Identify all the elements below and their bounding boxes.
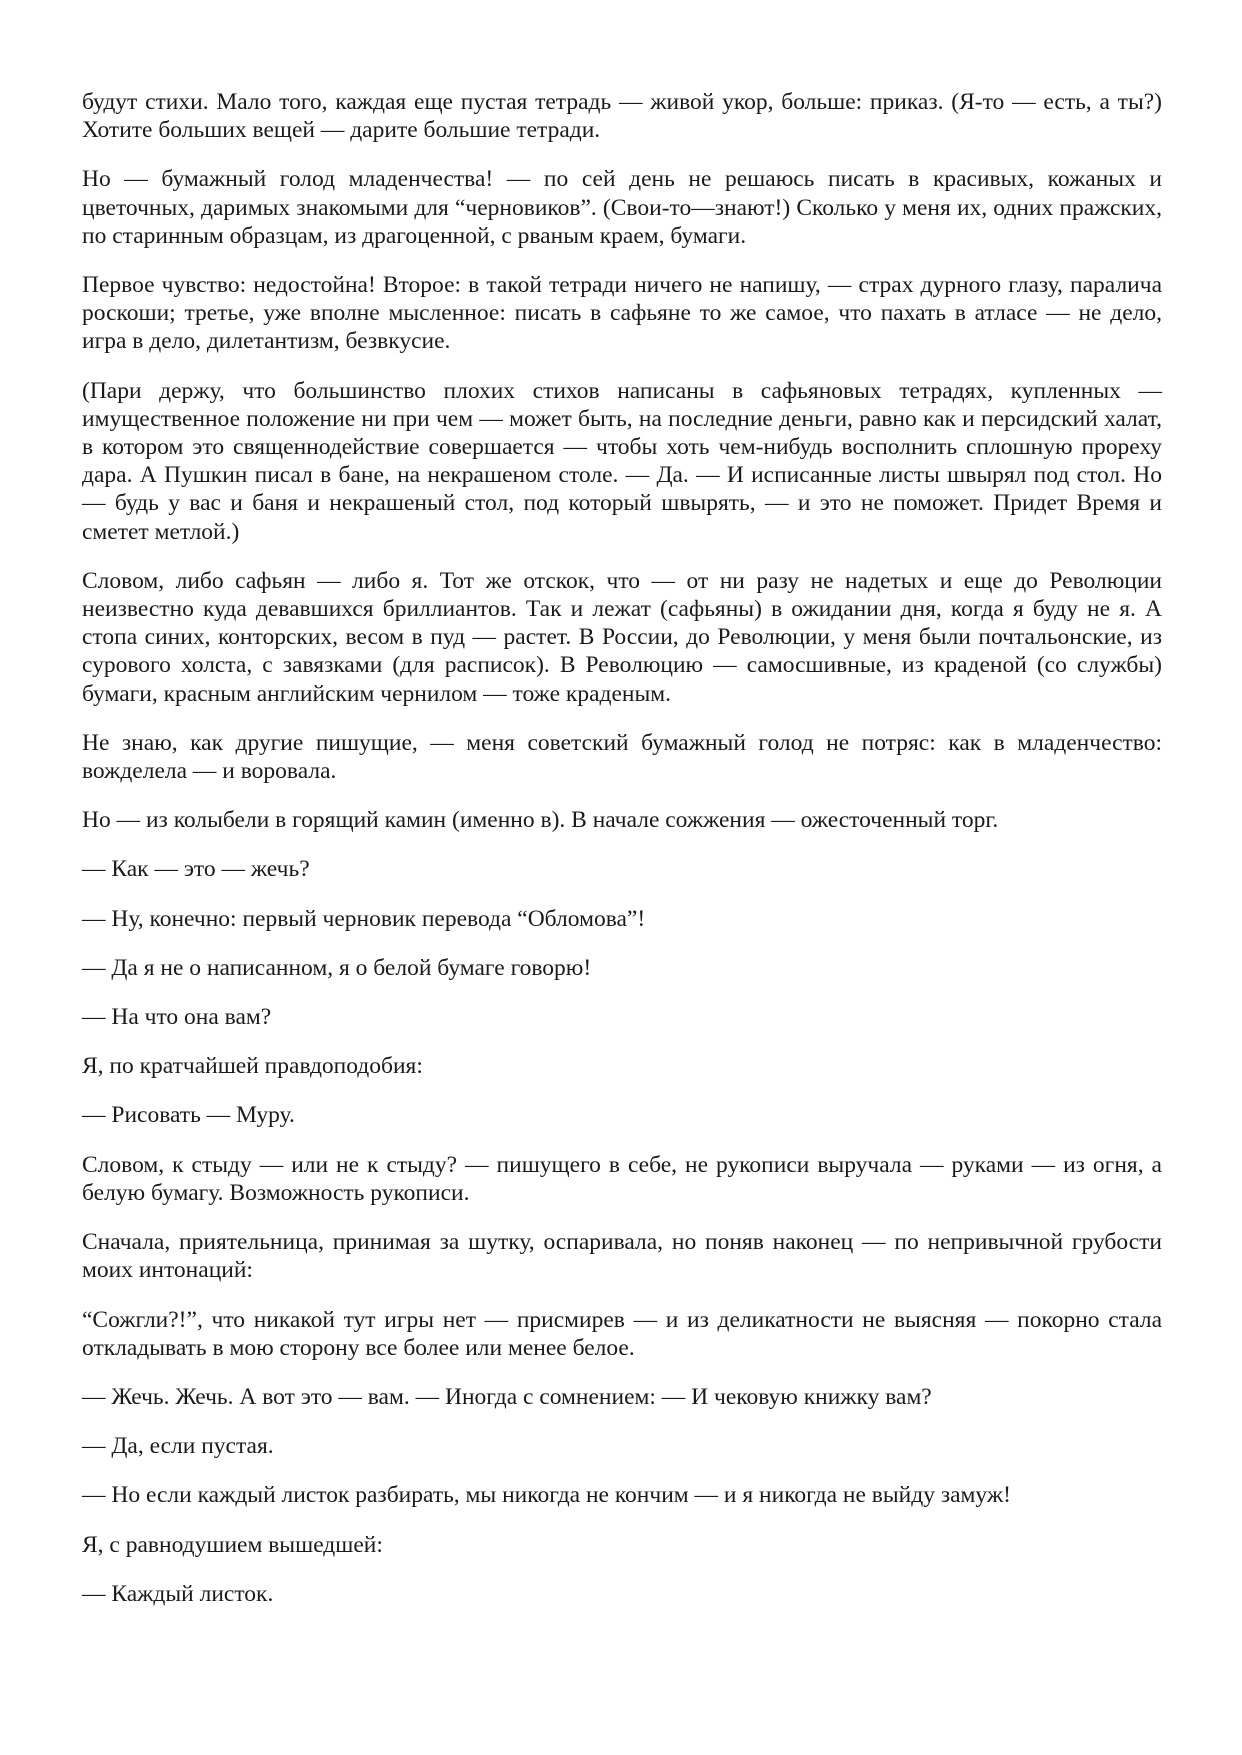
- paragraph: (Пари держу, что большинство плохих стихов написаны в сафьяновых тетрадях, купленных — имущественное положение ни при чем — может быть, на последние деньги, равно как и персидский халат, в котором это священнодействие совершается — чтобы хоть чем-нибудь восполнить сплошную прореху дара. А Пушкин писал в бане, на некрашеном столе. — Да. — И исписанные листы швырял под стол. Но — будь у вас и баня и некрашеный стол, под который швырять, — и это не поможет. Придет Время и сметет метлой.): [82, 377, 1162, 545]
- dialogue-line: — Да я не о написанном, я о белой бумаге говорю!: [82, 954, 592, 981]
- paragraph: Словом, либо сафьян — либо я. Тот же отскок, что — от ни разу не надетых и еще до Революции неизвестно куда девавшихся бриллиантов. Так и лежат (сафьяны) в ожидании дня, когда я буду не я. А стопа синих, конторских, весом в пуд — растет. В России, до Революции, у меня были почтальонские, из сурового холста, с завязками (для расписок). В Революцию — самосшивные, из краденой (со службы) бумаги, красным английским чернилом — тоже краденым.: [82, 567, 1162, 707]
- paragraph: Но — из колыбели в горящий камин (именно в). В начале сожжения — ожесточенный торг.: [82, 807, 999, 834]
- paragraph: Я, по кратчайшей правдоподобия:: [82, 1053, 423, 1080]
- paragraph: “Сожгли?!”, что никакой тут игры нет — присмирев — и из деликатности не выясняя — покорно стала откладывать в мою сторону все более или менее белое.: [82, 1306, 1162, 1361]
- paragraph: Словом, к стыду — или не к стыду? — пишущего в себе, не рукописи выручала — руками — из огня, а белую бумагу. Возможность рукописи.: [82, 1151, 1162, 1206]
- dialogue-line: — Ну, конечно: первый черновик перевода “Обломова”!: [82, 905, 646, 932]
- dialogue-line: — Да, если пустая.: [82, 1433, 274, 1460]
- dialogue-line: — Но если каждый листок разбирать, мы никогда не кончим — и я никогда не выйду замуж!: [82, 1482, 1011, 1509]
- paragraph: Но — бумажный голод младенчества! — по сей день не решаюсь писать в красивых, кожаных и цветочных, даримых знакомыми для “черновиков”. (Свои-то—знают!) Сколько у меня их, одних пражских, по старинным образцам, из драгоценной, с рваным краем, бумаги.: [82, 166, 1162, 249]
- paragraph: Сначала, приятельница, принимая за шутку, оспаривала, но поняв наконец — по непривычной грубости моих интонаций:: [82, 1229, 1162, 1284]
- dialogue-line: — Рисовать — Муру.: [82, 1102, 295, 1129]
- paragraph: Первое чувство: недостойна! Второе: в такой тетради ничего не напишу, — страх дурного глазу, паралича роскоши; третье, уже вполне мысленное: писать в сафьяне то же самое, что пахать в атласе — не дело, игра в дело, дилетантизм, безвкусие.: [82, 272, 1162, 355]
- dialogue-line: — Каждый листок.: [82, 1580, 274, 1607]
- dialogue-line: — Жечь. Жечь. А вот это — вам. — Иногда с сомнением: — И чековую книжку вам?: [82, 1383, 932, 1410]
- paragraph: будут стихи. Мало того, каждая еще пустая тетрадь — живой укор, больше: приказ. (Я-то — есть, а ты?) Хотите больших вещей — дарите большие тетради.: [82, 89, 1162, 144]
- dialogue-line: — На что она вам?: [82, 1004, 272, 1031]
- document-page: [82, 88, 1162, 1629]
- paragraph: Не знаю, как другие пишущие, — меня советский бумажный голод не потряс: как в младенчество: вожделела — и воровала.: [82, 729, 1162, 785]
- dialogue-line: — Как — это — жечь?: [82, 856, 310, 883]
- paragraph: Я, с равнодушием вышедшей:: [82, 1531, 383, 1558]
